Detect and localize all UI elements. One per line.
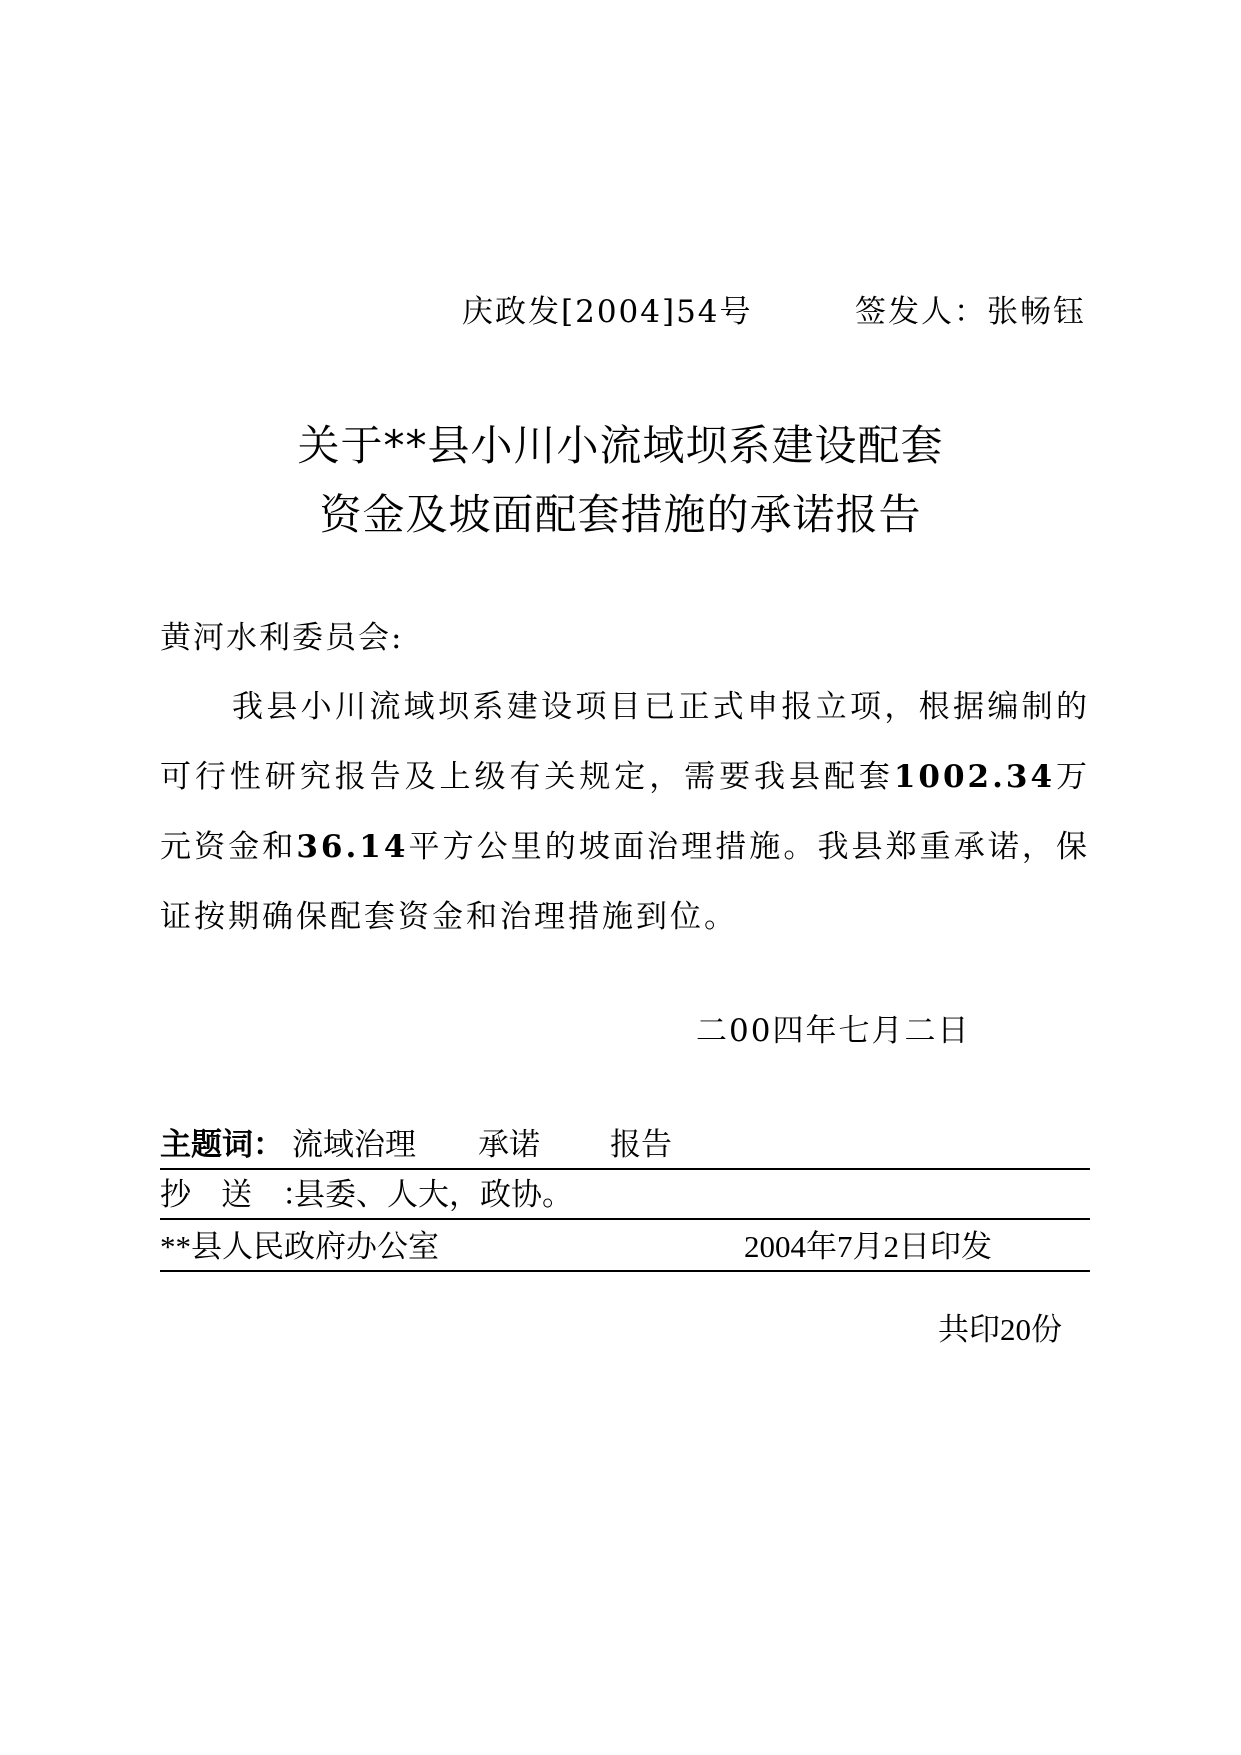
issuing-office: **县人民政府办公室 xyxy=(160,1229,439,1264)
body-paragraph xyxy=(160,672,1090,952)
keywords-label: 主题词： xyxy=(160,1127,284,1163)
addressee: 黄河水利委员会: xyxy=(160,620,404,656)
document-number: 庆政发[2004]54号 xyxy=(462,294,753,330)
cc-row xyxy=(160,1172,1090,1220)
signer: 签发人：张畅钰 xyxy=(855,294,1086,330)
body-text-part-1: 我县小川流域坝系建设项目已正式申报立项，根据编制的可行性研究报告及上级有关规定，需要我县配套 xyxy=(160,689,1090,795)
title-line-1: 关于**县小川小流域坝系建设配套 xyxy=(297,421,944,470)
keywords-row xyxy=(160,1122,1090,1170)
treatment-area: 36.14 xyxy=(296,829,409,865)
title-line-2: 资金及坡面配套措施的承诺报告 xyxy=(319,490,922,539)
document-date: 二00四年七月二日 xyxy=(696,1013,971,1049)
copies-count: 共印20份 xyxy=(938,1312,1062,1347)
body-text-part-3: 平方公里的坡面治理措施。我县郑重承诺，保证按期确保配套资金和治理措施到位。 xyxy=(160,829,1091,935)
body-text-part-2: 万元资金和 xyxy=(160,759,1091,865)
keyword: 报告 xyxy=(610,1127,672,1162)
cc-recipients: 县委、人大，政协。 xyxy=(294,1177,573,1212)
issuer-row xyxy=(160,1224,1090,1272)
cc-label: 抄送： xyxy=(160,1177,343,1212)
print-date: 2004年7月2日印发 xyxy=(744,1229,992,1264)
keyword: 流域治理 xyxy=(292,1127,416,1162)
keyword: 承诺 xyxy=(478,1127,540,1162)
funding-amount: 1002.34 xyxy=(893,759,1056,795)
